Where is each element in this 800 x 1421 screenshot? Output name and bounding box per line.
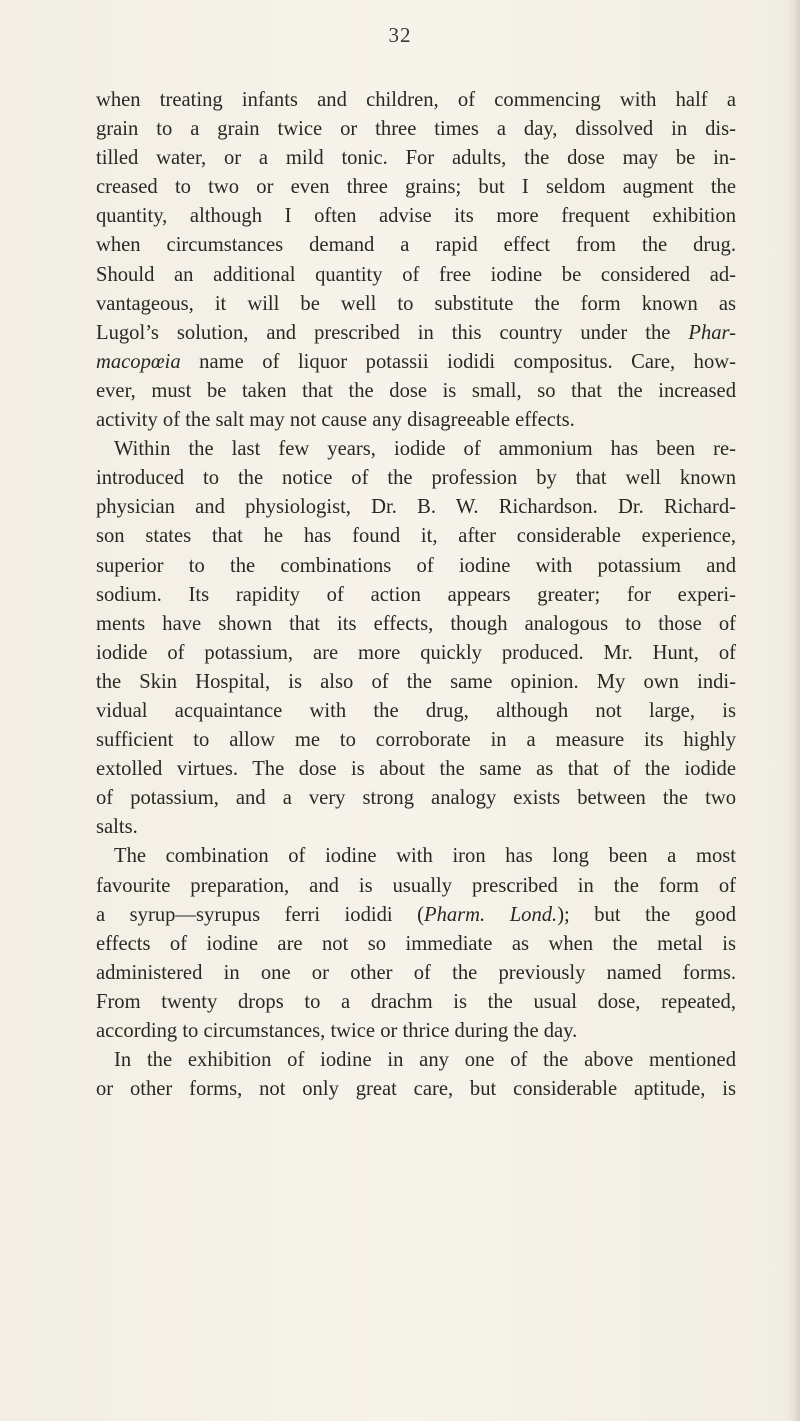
- text-line-29: [96, 901, 736, 930]
- text-line-7: Should an additional quantity of free iodine be considered ad-: [96, 263, 736, 286]
- page-number: 32: [388, 23, 412, 47]
- text-line-26: salts.: [96, 816, 138, 839]
- text-line-15: physician and physiologist, Dr. B. W. Richardson. Dr. Richard-: [96, 496, 736, 519]
- text-line-10-italic: macopœia: [96, 350, 181, 373]
- text-line-27: The combination of iodine with iron has long been a most: [114, 845, 736, 868]
- text-line-23: sufficient to allow me to corroborate in a measure its highly: [96, 729, 736, 752]
- text-line-34: In the exhibition of iodine in any one of the above mentioned: [114, 1049, 736, 1072]
- text-line-31: administered in one or other of the previously named forms.: [96, 961, 736, 984]
- text-line-33: according to circumstances, twice or thrice during the day.: [96, 1020, 578, 1042]
- text-line-11: ever, must be taken that the dose is small, so that the increased: [96, 379, 736, 402]
- text-line-9-roman: Lugol’s solution, and prescribed in this country under the: [96, 321, 689, 344]
- text-line-9: [96, 319, 736, 348]
- text-line-30: effects of iodine are not so immediate as when the metal is: [96, 932, 736, 955]
- text-line-2: grain to a grain twice or three times a day, dissolved in dis-: [96, 118, 736, 141]
- text-line-5: quantity, although I often advise its more frequent exhibition: [96, 205, 736, 228]
- text-line-10: [96, 348, 736, 377]
- text-line-3: tilled water, or a mild tonic. For adults, the dose may be in-: [96, 147, 736, 170]
- body-text: [96, 86, 736, 1104]
- text-line-4: creased to two or even three grains; but I seldom augment the: [96, 176, 736, 199]
- text-line-29-roman-a: a syrup—syrupus ferri iodidi (: [96, 903, 424, 926]
- text-line-12: activity of the salt may not cause any disagreeable effects.: [96, 409, 575, 432]
- text-line-14: introduced to the notice of the profession by that well known: [96, 467, 736, 490]
- text-line-9-italic: Phar-: [688, 321, 736, 344]
- text-line-10-roman: name of liquor potassii iodidi compositus. Care, how-: [180, 350, 736, 373]
- text-line-8: vantageous, it will be well to substitute the form known as: [96, 292, 736, 315]
- text-line-17: superior to the combinations of iodine with potassium and: [96, 554, 736, 577]
- text-line-16: son states that he has found it, after considerable experience,: [96, 525, 736, 548]
- text-line-25: of potassium, and a very strong analogy exists between the two: [96, 787, 736, 810]
- text-line-29-roman-b: ); but the good: [557, 903, 736, 926]
- text-line-13: Within the last few years, iodide of ammonium has been re-: [114, 438, 736, 461]
- text-line-22: vidual acquaintance with the drug, although not large, is: [96, 699, 736, 722]
- text-line-35: or other forms, not only great care, but considerable aptitude, is: [96, 1078, 736, 1101]
- text-line-1: when treating infants and children, of commencing with half a: [96, 89, 736, 111]
- text-line-29-italic: Pharm. Lond.: [423, 903, 558, 926]
- text-line-32: From twenty drops to a drachm is the usual dose, repeated,: [96, 990, 736, 1013]
- text-line-6: when circumstances demand a rapid effect from the drug.: [96, 234, 736, 257]
- text-line-24: extolled virtues. The dose is about the same as that of the iodide: [96, 758, 736, 781]
- text-line-18: sodium. Its rapidity of action appears greater; for experi-: [96, 583, 736, 606]
- page-edge-shadow: [786, 0, 800, 1421]
- text-line-28: favourite preparation, and is usually prescribed in the form of: [96, 874, 736, 897]
- text-line-20: iodide of potassium, are more quickly produced. Mr. Hunt, of: [96, 641, 736, 664]
- text-line-21: the Skin Hospital, is also of the same opinion. My own indi-: [96, 670, 736, 693]
- text-line-19: ments have shown that its effects, though analogous to those of: [96, 612, 736, 635]
